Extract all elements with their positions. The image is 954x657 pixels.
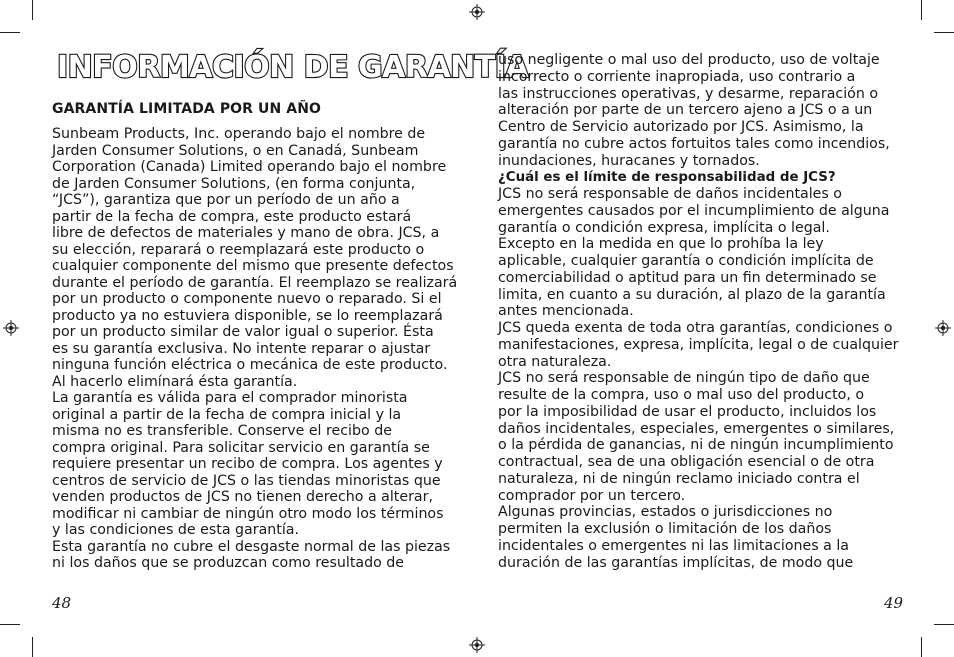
text-line: Corporation (Canada) Limited operando bajo el nombre (52, 159, 447, 175)
text-line: ¿Cuál es el límite de responsabilidad de JCS? (498, 170, 836, 186)
text-line: misma no es transferible. Conserve el recibo de (52, 423, 392, 439)
text-line: La garantía es válida para el comprador minorista (52, 390, 408, 406)
text-line: resulte de la compra, uso o mal uso del producto, o (498, 387, 865, 403)
text-line: manifestaciones, expresa, implícita, legal o de cualquier (498, 336, 899, 353)
text-line: durante el período de garantía. El reemplazo se realizará (52, 274, 458, 291)
registration-mark-icon (469, 4, 485, 20)
text-line: JCS no será responsable de ningún tipo de daño que (498, 370, 870, 387)
registration-mark-icon (935, 320, 951, 336)
text-line: y las condiciones de esta garantía. (52, 522, 299, 538)
text-line: Al hacerlo elimínará ésta garantía. (52, 373, 298, 390)
crop-mark (32, 637, 33, 657)
text-line: otra naturaleza. (498, 353, 612, 370)
crop-mark (934, 32, 954, 33)
crop-mark (0, 624, 20, 625)
text-line: alteración por parte de un tercero ajeno a JCS o a un (498, 102, 873, 119)
text-line: emergentes causados por el incumplimiento de alguna (498, 202, 890, 219)
text-line: partir de la fecha de compra, este producto estará (52, 208, 412, 225)
text-line: incorrecto o corriente inapropiada, uso contrario a (498, 68, 856, 85)
crop-mark (921, 0, 922, 20)
text-line: uso negligente o mal uso del producto, uso de voltaje (498, 52, 880, 68)
text-line: ninguna función eléctrica o mecánica de este producto. (52, 357, 448, 373)
text-line: JCS queda exenta de toda otra garantías, condiciones o (498, 320, 893, 336)
text-line: comprador por un tercero. (498, 487, 686, 504)
text-line: requiere presentar un recibo de compra. Los agentes y (52, 456, 443, 472)
text-line: contractual, sea de una obligación esencial o de otra (498, 454, 875, 470)
text-line: Sunbeam Products, Inc. operando bajo el nombre de (52, 126, 426, 142)
text-line: modificar ni cambiar de ningún otro modo los términos (52, 505, 444, 522)
text-line: duración de las garantías implícitas, de modo que (498, 554, 854, 571)
text-line: naturaleza, ni de ningún reclamo iniciado contra el (498, 470, 860, 487)
page-number-left: 48 (52, 594, 72, 612)
crop-mark (0, 32, 20, 33)
text-line: limita, en cuanto a su duración, al plazo de la garantía (498, 286, 886, 303)
text-line: es su garantía exclusiva. No intente reparar o ajustar (52, 340, 431, 357)
crop-mark (32, 0, 33, 20)
text-line: ni los daños que se produzcan como resultado de (52, 555, 405, 571)
text-line: compra original. Para solicitar servicio en garantía se (52, 439, 430, 456)
text-line: por un producto o componente nuevo o reparado. Si el (52, 291, 442, 307)
text-line: o la pérdida de ganancias, ni de ningún incumplimiento (498, 437, 894, 454)
text-line: aplicable, cualquier garantía o condición implícita de (498, 253, 874, 269)
text-line: por un producto similar de valor igual o superior. Ésta (52, 324, 434, 340)
text-line: las instrucciones operativas, y desarme, reparación o (498, 85, 879, 102)
text-line: centros de servicio de JCS o las tiendas minoristas que (52, 472, 441, 489)
crop-mark (934, 624, 954, 625)
page-title: INFORMACIÓN DE GARANTÍA (57, 50, 529, 85)
text-line: incidentales o emergentes ni las limitaciones a la (498, 537, 849, 554)
text-line: venden productos de JCS no tienen derecho a alterar, (52, 489, 433, 505)
text-line: “JCS”), garantiza que por un período de un año a (52, 192, 400, 208)
text-line: garantía no cubre actos fortuitos tales como incendios, (498, 135, 890, 152)
section-subtitle: GARANTÍA LIMITADA POR UN AÑO (52, 101, 322, 117)
text-line: por la imposibilidad de usar el producto, incluidos los (498, 403, 877, 420)
text-line: cualquier componente del mismo que presente defectos (52, 258, 454, 274)
text-line: daños incidentales, especiales, emergentes o similares, (498, 420, 895, 437)
text-line: garantía o condición expresa, implícita o legal. (498, 219, 830, 236)
text-line: Excepto en la medida en que lo prohíba la ley (498, 236, 824, 253)
text-line: permiten la exclusión o limitación de los daños (498, 521, 832, 537)
page-number-right: 49 (884, 594, 904, 612)
registration-mark-icon (3, 320, 19, 336)
text-line: original a partir de la fecha de compra inicial y la (52, 406, 402, 423)
text-line: libre de defectos de materiales y mano de obra. JCS, a (52, 225, 440, 241)
text-line: inundaciones, huracanes y tornados. (498, 152, 760, 169)
text-line: Esta garantía no cubre el desgaste normal de las piezas (52, 538, 451, 555)
text-line: comerciabilidad o aptitud para un fin determinado se (498, 269, 877, 286)
registration-mark-icon (469, 637, 485, 653)
text-line: JCS no será responsable de daños incidentales o (498, 186, 842, 202)
text-line: su elección, reparará o reemplazará este producto o (52, 241, 425, 258)
text-line: Jarden Consumer Solutions, o en Canadá, Sunbeam (52, 142, 419, 159)
text-line: de Jarden Consumer Solutions, (en forma conjunta, (52, 175, 416, 192)
text-line: antes mencionada. (498, 303, 634, 320)
text-line: producto ya no estuviera disponible, se lo reemplazará (52, 307, 443, 324)
text-line: Centro de Servicio autorizado por JCS. Asimismo, la (498, 119, 864, 135)
text-line: Algunas provincias, estados o jurisdicciones no (498, 504, 833, 521)
crop-mark (921, 637, 922, 657)
